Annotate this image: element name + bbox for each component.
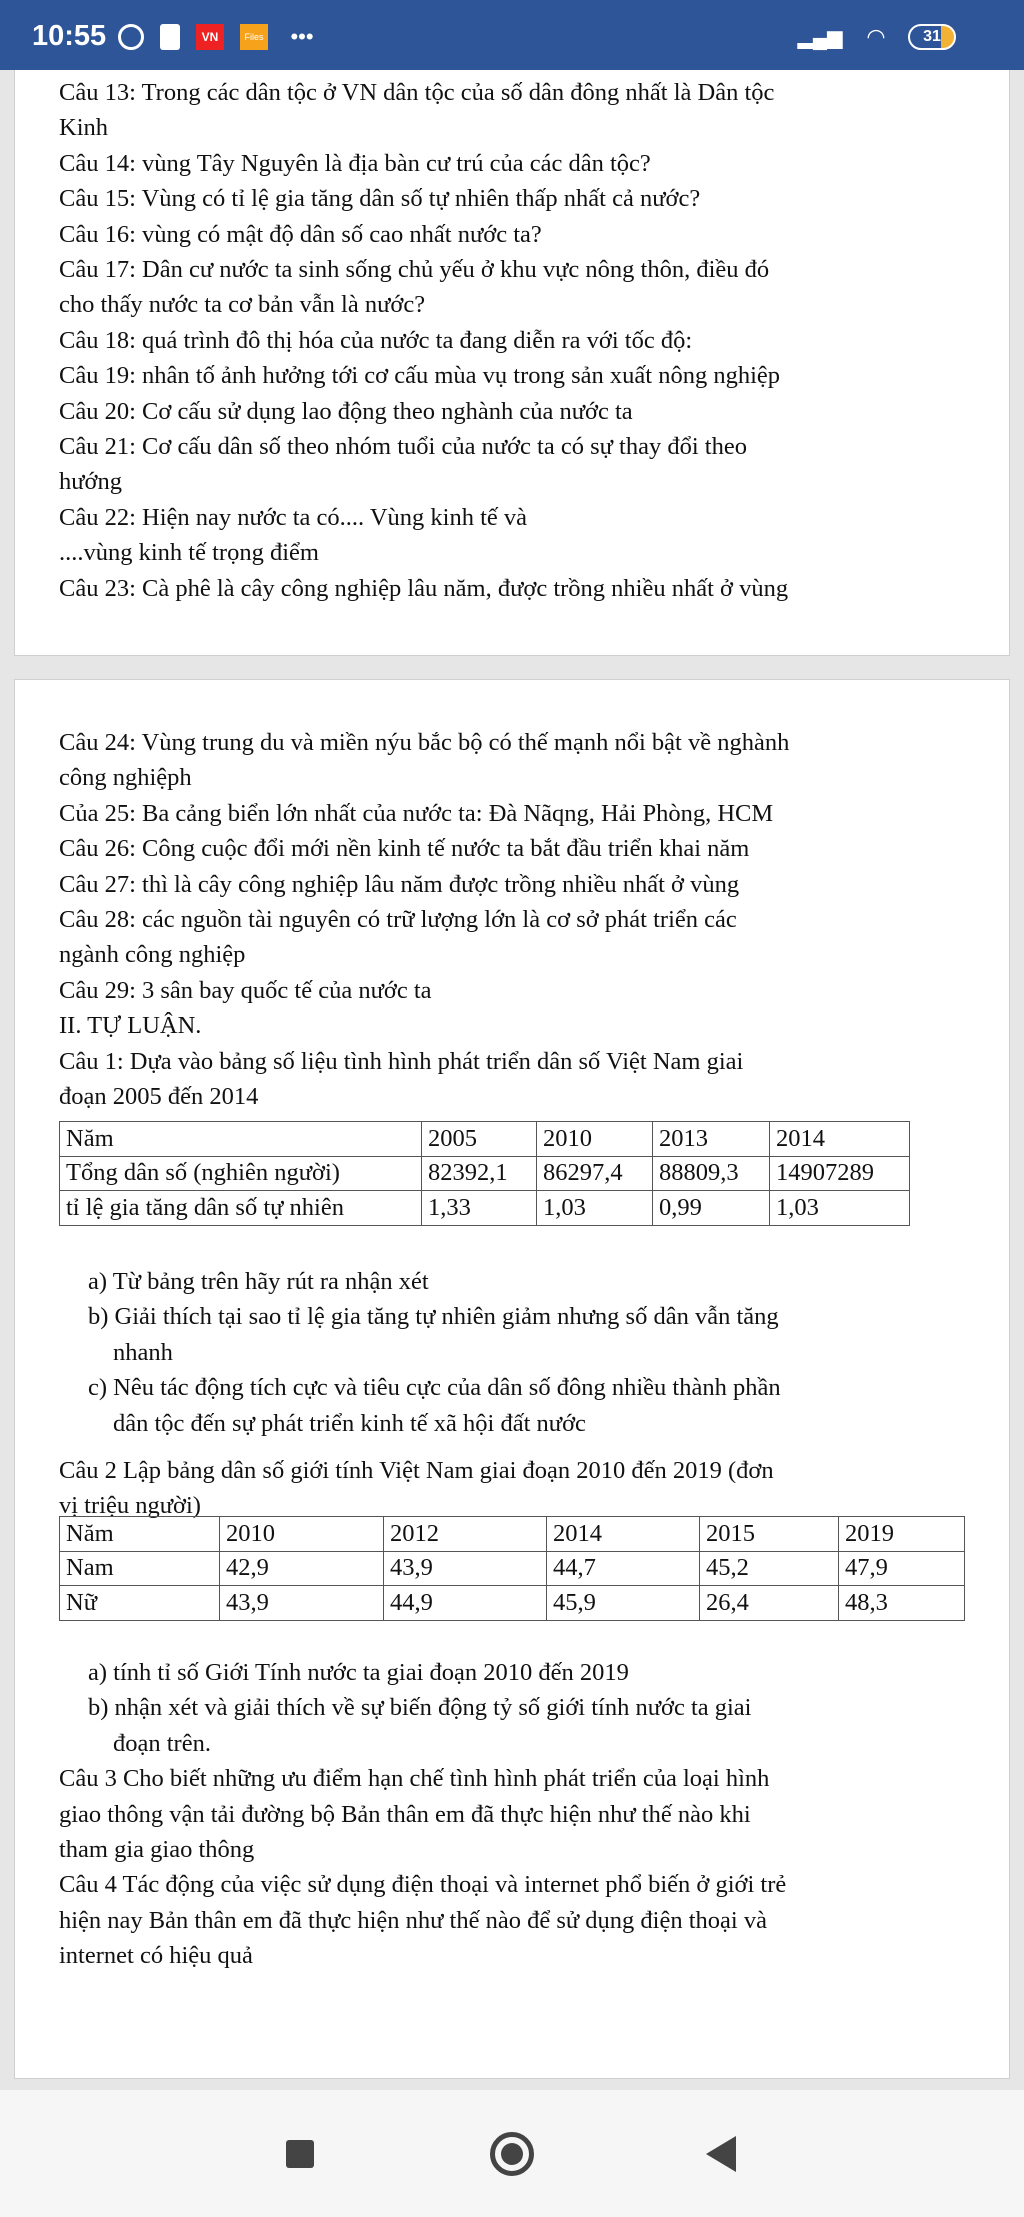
table-cell: Năm [60,1517,220,1552]
text-line: c) Nêu tác động tích cực và tiêu cực của dân số đông nhiều thành phần [88,1374,781,1402]
text-line: Câu 26: Công cuộc đổi mới nền kinh tế nước ta bắt đầu triển khai năm [59,835,750,863]
table-cell: Nam [60,1551,220,1586]
table-cell: Năm [60,1122,422,1157]
table-cell: 2013 [653,1122,770,1157]
table-cell: 45,9 [547,1586,700,1621]
clock: 10:55 [32,20,107,52]
table-cell: 2005 [422,1122,537,1157]
text-line: Câu 22: Hiện nay nước ta có.... Vùng kinh tế và [59,503,528,531]
text-line: Câu 14: vùng Tây Nguyên là địa bàn cư trú của các dân tộc? [59,149,651,177]
table-cell: 2014 [770,1122,910,1157]
text-line: tham gia giao thông [59,1836,255,1863]
text-line: b) nhận xét và giải thích về sự biến động tỷ số giới tính nước ta giai [88,1694,752,1722]
recent-apps-button[interactable] [286,2140,314,2168]
table-cell: 88809,3 [653,1156,770,1191]
table-cell: 14907289 [770,1156,910,1191]
home-button-dot [501,2143,523,2165]
battery-icon: 31 [908,24,956,50]
text-line: đoạn 2005 đến 2014 [59,1083,259,1110]
table-cell: 2015 [700,1517,839,1552]
text-line: a) tính tỉ số Giới Tính nước ta giai đoạn 2010 đến 2019 [88,1659,629,1686]
table-cell: 43,9 [220,1586,384,1621]
table-row [60,1551,965,1586]
table-cell: 45,2 [700,1551,839,1586]
app-icon-files: Files [240,24,268,50]
text-line: Của 25: Ba cảng biển lớn nhất của nước ta: Đà Nãqng, Hải Phòng, HCM [59,799,774,827]
table-cell: 2014 [547,1517,700,1552]
home-button[interactable] [490,2132,534,2176]
table-row [60,1191,910,1226]
text-line: Câu 29: 3 sân bay quốc tế của nước ta [59,976,432,1004]
signal-icon: ▂▄▆ [797,26,843,49]
table-cell: 1,03 [537,1191,653,1226]
table-row [60,1517,965,1552]
text-line: cho thấy nước ta cơ bản vẫn là nước? [59,291,426,319]
text-line: nhanh [113,1338,173,1366]
text-line: giao thông vận tải đường bộ Bản thân em đã thực hiện như thế nào khi [59,1800,751,1828]
table-cell: Tổng dân số (nghiên người) [60,1156,422,1191]
population-table [59,1121,910,1226]
text-line: internet có hiệu quả [59,1942,253,1970]
text-line: hướng [59,468,122,496]
text-line: hiện nay Bản thân em đã thực hiện như thế nào để sử dụng điện thoại và [59,1906,767,1934]
text-line: Câu 13: Trong các dân tộc ở VN dân tộc của số dân đông nhất là Dân tộc [59,79,775,106]
text-line: Kinh [59,114,108,142]
back-button[interactable] [706,2136,736,2172]
text-line: Câu 4 Tác động của việc sử dụng điện thoại và internet phổ biến ở giới trẻ [59,1871,787,1899]
text-line: a) Từ bảng trên hãy rút ra nhận xét [88,1268,429,1295]
table-cell: 82392,1 [422,1156,537,1191]
text-line: Câu 3 Cho biết những ưu điểm hạn chế tình hình phát triển của loại hình [59,1765,770,1793]
table-cell: 47,9 [839,1551,965,1586]
text-line: công nghiệph [59,764,192,792]
text-line: Câu 1: Dựa vào bảng số liệu tình hình phát triển dân số Việt Nam giai [59,1047,744,1075]
table-cell: 44,7 [547,1551,700,1586]
table-cell: tỉ lệ gia tăng dân số tự nhiên [60,1191,422,1226]
table-cell: 86297,4 [537,1156,653,1191]
table-cell: 48,3 [839,1586,965,1621]
text-line: Câu 21: Cơ cấu dân số theo nhóm tuổi của nước ta có sự thay đổi theo [59,433,747,460]
table-cell: Nữ [60,1586,220,1621]
table-cell: 0,99 [653,1191,770,1226]
status-bar [0,0,1024,70]
text-line: Câu 15: Vùng có tỉ lệ gia tăng dân số tự nhiên thấp nhất cả nước? [59,185,701,213]
text-line: Câu 20: Cơ cấu sử dụng lao động theo nghành của nước ta [59,397,633,425]
text-line: Câu 17: Dân cư nước ta sinh sống chủ yếu ở khu vực nông thôn, điều đó [59,256,770,283]
table-cell: 2012 [384,1517,547,1552]
table-cell: 2010 [537,1122,653,1157]
more-icon: ••• [290,24,314,49]
table-cell: 1,33 [422,1191,537,1226]
text-line: Câu 23: Cà phê là cây công nghiệp lâu năm, được trồng nhiều nhất ở vùng [59,574,789,602]
gender-table [59,1516,965,1621]
table-row [60,1122,910,1157]
text-line: Câu 27: thì là cây công nghiệp lâu năm được trồng nhiều nhất ở vùng [59,870,740,898]
table-cell: 42,9 [220,1551,384,1586]
text-line: II. TỰ LUẬN. [59,1012,202,1040]
text-line: Câu 19: nhân tố ảnh hưởng tới cơ cấu mùa vụ trong sản xuất nông nghiệp [59,362,781,390]
text-line: Câu 28: các nguồn tài nguyên có trữ lượng lớn là cơ sở phát triển các [59,906,737,933]
text-line: Câu 16: vùng có mật độ dân số cao nhất nước ta? [59,220,542,248]
text-line: Câu 18: quá trình đô thị hóa của nước ta đang diễn ra với tốc độ: [59,326,693,354]
table-cell: 43,9 [384,1551,547,1586]
app-icon-vn: VN [196,24,224,50]
text-line: ngành công nghiệp [59,941,246,969]
navigation-bar [0,2090,1024,2217]
alarm-icon [118,24,144,50]
text-line: Câu 24: Vùng trung du và miền nýu bắc bộ có thế mạnh nổi bật về nghành [59,729,790,756]
table-row [60,1156,910,1191]
wifi-icon: ◠ [866,24,886,49]
text-line: vị triệu người) [59,1492,201,1520]
table-cell: 44,9 [384,1586,547,1621]
table-cell: 2019 [839,1517,965,1552]
text-line: ....vùng kinh tế trọng điểm [59,539,319,567]
table-cell: 26,4 [700,1586,839,1621]
text-line: đoạn trên. [113,1729,211,1757]
notification-icon [160,24,180,50]
text-line: dân tộc đến sự phát triển kinh tế xã hội đất nước [113,1409,586,1437]
table-cell: 2010 [220,1517,384,1552]
text-line: b) Giải thích tại sao tỉ lệ gia tăng tự nhiên giảm nhưng số dân vẫn tăng [88,1303,779,1331]
text-line: Câu 2 Lập bảng dân số giới tính Việt Nam giai đoạn 2010 đến 2019 (đơn [59,1457,774,1484]
table-row [60,1586,965,1621]
table-cell: 1,03 [770,1191,910,1226]
